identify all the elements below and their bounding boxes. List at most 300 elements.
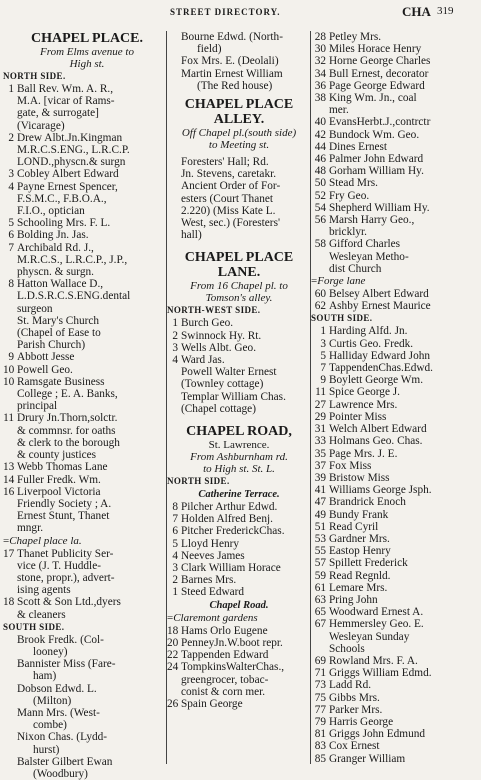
directory-entry [311, 679, 479, 691]
house-number: 38 [314, 92, 326, 105]
directory-entry [311, 55, 479, 67]
street-locality: St. Lawrence. [208, 439, 270, 452]
entry-continuation: hall) [181, 229, 202, 242]
entry-continuation: physcn. & surgn. [17, 266, 94, 279]
directory-entry [311, 43, 479, 55]
entry-continuation: Parish Church) [17, 339, 86, 352]
entry-continuation: & commnsr. for oaths [17, 424, 116, 437]
entry-continuation: (The Red house) [197, 79, 273, 92]
entry-continuation: (Vicarage) [17, 119, 65, 132]
entry-continuation: looney) [33, 645, 68, 658]
resident-name: Curtis Geo. Fredk. [329, 337, 414, 350]
entry-continuation: vice (J. T. Huddle- [17, 559, 101, 572]
house-number: 83 [314, 740, 326, 753]
resident-name: Ramsgate Business [17, 375, 105, 388]
directory-entry [311, 728, 479, 740]
directory-entry [311, 325, 479, 337]
directory-entry [167, 354, 311, 366]
resident-name: Spillett Frederick [329, 557, 408, 570]
resident-name: Fox Miss [329, 459, 372, 472]
street-heading: CHAPEL ROAD, [186, 424, 292, 440]
directory-entry [3, 132, 171, 144]
resident-name: Fuller Fredk. Wm. [17, 473, 101, 486]
house-number: 10 [3, 375, 15, 388]
directory-entry [167, 330, 311, 342]
house-number: 27 [314, 398, 326, 411]
resident-name: Powell Geo. [17, 363, 73, 376]
house-number: 67 [314, 618, 326, 631]
directory-entry [311, 484, 479, 496]
resident-name: Woodward Ernest A. [329, 606, 424, 619]
resident-name: Gibbs Mrs. [329, 691, 380, 704]
resident-name: TompkinsWalterChas., [181, 661, 285, 674]
street-extent: From Ashburnham rd. [190, 451, 288, 464]
section-code: CHA [402, 4, 431, 19]
directory-entry [311, 386, 479, 398]
house-number: 28 [314, 31, 326, 43]
resident-name: Hatton Wallace D., [17, 278, 104, 291]
resident-name: Bristow Miss [329, 471, 390, 484]
directory-entry [311, 31, 479, 43]
resident-name: Hams Orlo Eugene [181, 624, 268, 637]
entry-continuation: ising agents [17, 584, 71, 597]
house-number: 13 [3, 461, 15, 474]
resident-name: Wells Albt. Geo. [181, 341, 257, 354]
house-number: 53 [314, 532, 326, 545]
directory-entry [311, 496, 479, 508]
entry-continuation: M.R.C.S., L.R.C.P., J.P., [17, 253, 128, 266]
side-heading: SOUTH SIDE. [3, 621, 65, 632]
resident-name: Cobley Albert Edward [17, 168, 119, 181]
resident-name: Ward Jas. [181, 354, 225, 367]
house-number: 39 [314, 471, 326, 484]
directory-entry [3, 217, 171, 229]
house-number: 58 [314, 238, 326, 251]
directory-entry [3, 376, 171, 388]
street-extent: to High st. St. L. [203, 463, 275, 476]
directory-entry [167, 550, 311, 562]
directory-entry [311, 716, 479, 728]
house-number: 11 [315, 386, 326, 399]
house-number: 49 [314, 508, 326, 521]
house-number: 41 [314, 484, 326, 497]
house-number: 6 [8, 229, 14, 242]
street-heading: CHAPEL PLACE [184, 97, 294, 113]
house-number: 37 [314, 459, 326, 472]
entry-continuation: Jn. Stevens, caretakr. [181, 168, 277, 181]
page-header [0, 4, 481, 22]
directory-entry [167, 501, 311, 513]
entry-continuation: stone, propr.), advert- [17, 571, 115, 584]
directory-entry [311, 238, 479, 250]
resident-name: Bull Ernest, decorator [329, 67, 429, 80]
directory-entry [311, 68, 479, 80]
directory-entry [311, 338, 479, 350]
house-number: 50 [314, 177, 326, 190]
house-number: 81 [314, 728, 326, 741]
column-right [311, 31, 479, 766]
directory-entry [311, 704, 479, 716]
entry-continuation: & clerk to the borough [17, 436, 120, 449]
house-number: 8 [8, 278, 14, 291]
directory-entry [167, 637, 311, 649]
entry-continuation: dist Church [329, 262, 382, 275]
house-number: 44 [314, 140, 326, 153]
street-heading: ALLEY. [213, 112, 265, 128]
resident-name: Marsh Harry Geo., [329, 214, 415, 227]
house-number: 4 [172, 549, 178, 562]
house-number: 3 [320, 337, 326, 350]
directory-entry [311, 350, 479, 362]
entry-continuation: Mann Mrs. (West- [17, 706, 100, 719]
directory-entry [3, 168, 171, 180]
house-number: 1 [172, 586, 178, 599]
directory-entry [167, 342, 311, 354]
side-heading: NORTH SIDE. [167, 476, 230, 487]
resident-name: Pring John [329, 593, 378, 606]
street-extent: High st. [69, 58, 105, 70]
resident-name: Harding Alfd. Jn. [329, 325, 408, 338]
resident-name: Fry Geo. [329, 189, 370, 202]
house-number: 4 [8, 180, 14, 193]
resident-name: Swinnock Hy. Rt. [181, 329, 262, 342]
entry-continuation: (Chapel cottage) [181, 402, 256, 415]
resident-name: Gifford Charles [329, 238, 401, 251]
house-number: 5 [320, 349, 326, 362]
entry-continuation: mngr. [17, 522, 44, 535]
resident-name: Griggs John Edmund [329, 728, 426, 741]
entry-continuation: M.R.C.S.ENG., L.R.C.P. [17, 144, 130, 157]
entry-continuation: F.S.M.C., F.B.O.A., [17, 192, 107, 205]
resident-name: Cox Ernest [329, 740, 380, 753]
directory-entry [311, 472, 479, 484]
resident-name: Read Regnld. [329, 569, 391, 582]
house-number: 75 [314, 691, 326, 704]
entry-continuation: esters (Court Thanet [181, 192, 274, 205]
house-number: 9 [8, 351, 14, 364]
street-extent: Tomson's alley. [205, 292, 273, 305]
resident-name: Drew Albt.Jn.Kingman [17, 131, 123, 144]
house-number: 10 [3, 363, 15, 376]
resident-name: Scott & Son Ltd.,dyers [17, 596, 121, 609]
house-number: 32 [314, 55, 326, 68]
house-number: 6 [172, 525, 178, 538]
house-number: 11 [3, 412, 14, 425]
running-title: STREET DIRECTORY. [170, 7, 281, 17]
house-number: 36 [314, 79, 326, 92]
entry-continuation: LOND.,physcn.& surgn [17, 156, 126, 169]
resident-name: Belsey Albert Edward [329, 288, 429, 301]
directory-entry [311, 399, 479, 411]
entry-continuation: hurst) [33, 743, 60, 756]
house-number: 79 [314, 715, 326, 728]
house-number: 42 [314, 128, 326, 141]
house-number: 16 [3, 485, 15, 498]
house-number: 55 [314, 545, 326, 558]
directory-entry [311, 667, 479, 679]
entry-continuation: greengrocer, tobac- [181, 673, 269, 686]
entry-continuation: Foresters' Hall; Rd. [181, 156, 269, 169]
directory-entry [3, 486, 171, 498]
house-number: 31 [314, 423, 326, 436]
resident-name: Read Cyril [329, 520, 379, 533]
house-number: 2 [172, 329, 178, 342]
house-number: 60 [314, 288, 326, 301]
directory-entry [311, 202, 479, 214]
resident-name: Schooling Mrs. F. L. [17, 217, 111, 230]
house-number: 51 [314, 520, 326, 533]
directory-entry [311, 582, 479, 594]
resident-name: PenneyJn.W.boot repr. [181, 636, 283, 649]
resident-name: Granger William [329, 752, 406, 765]
resident-name: Abbott Jesse [17, 351, 75, 364]
directory-entry [3, 181, 171, 193]
resident-name: Parker Mrs. [329, 703, 383, 716]
house-number: 1 [8, 83, 14, 95]
resident-name: Boylett George Wm. [329, 374, 424, 387]
directory-entry [3, 83, 171, 95]
resident-name: Steed Edward [181, 586, 245, 599]
directory-entry [311, 165, 479, 177]
entry-continuation: (Milton) [33, 694, 72, 707]
house-number: 29 [314, 410, 326, 423]
directory-entry [167, 625, 311, 637]
entry-continuation: & cleaners [17, 608, 66, 621]
resident-name: Bundy Frank [329, 508, 389, 521]
directory-entry [167, 513, 311, 525]
resident-name: TappendenChas.Edwd. [329, 362, 433, 375]
resident-name: Harris George [329, 715, 394, 728]
resident-name: Page Mrs. J. E. [329, 447, 398, 460]
entry-continuation: combe) [33, 719, 67, 732]
resident-name: Welch Albert Edward [329, 423, 427, 436]
house-number: 7 [172, 513, 178, 526]
resident-name: Lawrence Mrs. [329, 398, 398, 411]
house-number: 3 [8, 168, 14, 181]
directory-entry [311, 448, 479, 460]
entry-continuation: Wesleyan Metho- [329, 250, 409, 263]
directory-entry [3, 596, 171, 608]
spacer [167, 415, 311, 424]
entry-continuation: (Townley cottage) [181, 378, 264, 391]
house-number: 34 [314, 67, 326, 80]
entry-continuation: Ernest Stunt, Thanet [17, 510, 110, 523]
terrace-heading: Chapel Road. [209, 599, 269, 611]
resident-name: Payne Ernest Spencer, [17, 180, 118, 193]
entry-continuation: Powell Walter Ernest [181, 366, 277, 379]
directory-entry [3, 364, 171, 376]
directory-entry [167, 698, 311, 710]
house-number: 1 [172, 317, 178, 330]
resident-name: Burch Geo. [181, 317, 234, 330]
house-number: 62 [314, 300, 326, 313]
entry-continuation: Balster Gilbert Ewan [17, 755, 113, 768]
entry-continuation: Friendly Society ; A. [17, 497, 112, 510]
directory-entry [311, 521, 479, 533]
directory-entry [311, 80, 479, 92]
house-number: 30 [314, 43, 326, 56]
house-number: 59 [314, 569, 326, 582]
directory-entry [311, 509, 479, 521]
side-heading: NORTH-WEST SIDE. [167, 305, 261, 316]
directory-entry [167, 538, 311, 550]
house-number: 63 [314, 593, 326, 606]
directory-entry [3, 461, 171, 473]
house-number: 9 [320, 374, 326, 387]
directory-entry [311, 288, 479, 300]
resident-name: Holmans Geo. Chas. [329, 435, 423, 448]
house-number: 26 [167, 697, 179, 710]
resident-name: Ball Rev. Wm. A. R., [17, 83, 114, 95]
house-number: 52 [314, 189, 326, 202]
directory-entry [3, 229, 171, 241]
directory-entry [311, 92, 479, 104]
resident-name: Lloyd Henry [181, 537, 240, 550]
resident-name: Shepherd William Hy. [329, 201, 430, 214]
street-heading: CHAPEL PLACE. [30, 31, 143, 46]
directory-entry [3, 278, 171, 290]
resident-name: Webb Thomas Lane [17, 461, 108, 474]
directory-entry [311, 129, 479, 141]
column-left [3, 31, 171, 780]
entry-continuation: F.I.O., optician [17, 205, 85, 218]
directory-entry [311, 300, 479, 312]
house-number: 73 [314, 679, 326, 692]
entry-continuation: mer. [329, 104, 349, 117]
entry-continuation: West, sec.) (Foresters' [181, 217, 281, 230]
house-number: 77 [314, 703, 326, 716]
entry-continuation: L.D.S.R.C.S.ENG.dental [17, 290, 131, 303]
entry-continuation: Martin Ernest William [181, 67, 283, 80]
resident-name: Hemmersley Geo. E. [329, 618, 424, 631]
house-number: 46 [314, 153, 326, 166]
house-number: 17 [3, 547, 15, 560]
house-number: 33 [314, 435, 326, 448]
resident-name: Eastop Henry [329, 545, 391, 558]
resident-name: Ashby Ernest Maurice [329, 300, 431, 313]
house-number: 40 [314, 116, 326, 129]
resident-name: Spice George J. [329, 386, 401, 399]
directory-entry [311, 190, 479, 202]
resident-name: King Wm. Jn., coal [329, 92, 417, 105]
cross-street: = Forge lane [311, 275, 479, 288]
house-number: 3 [172, 341, 178, 354]
street-extent: to Meeting st. [208, 139, 270, 152]
resident-name: Bolding Jn. Jas. [17, 229, 89, 242]
house-number: 61 [314, 581, 326, 594]
resident-name: Stead Mrs. [329, 177, 378, 190]
directory-entry [311, 545, 479, 557]
house-number: 35 [314, 447, 326, 460]
directory-entry [3, 548, 171, 560]
directory-entry [311, 141, 479, 153]
house-number: 54 [314, 201, 326, 214]
entry-continuation: Ancient Order of For- [181, 180, 281, 193]
directory-entry [311, 533, 479, 545]
directory-entry [167, 661, 311, 673]
directory-entry [311, 655, 479, 667]
resident-name: Gorham William Hy. [329, 165, 424, 178]
resident-name: Bundock Wm. Geo. [329, 128, 420, 141]
entry-continuation: 2.220) (Miss Kate L. [181, 204, 276, 217]
directory-entry [311, 374, 479, 386]
resident-name: Tappenden Edward [181, 649, 269, 662]
house-number: 7 [320, 362, 326, 375]
directory-entry [311, 460, 479, 472]
directory-entry [311, 423, 479, 435]
resident-name: Spain George [181, 697, 243, 710]
entry-continuation: bricklyr. [329, 226, 367, 239]
house-number: 2 [8, 131, 14, 144]
house-number: 8 [172, 501, 178, 514]
house-number: 85 [314, 752, 326, 765]
page-number: 319 [437, 5, 454, 17]
resident-name: Holden Alfred Benj. [181, 513, 273, 526]
resident-name: Griggs William Edmd. [329, 667, 432, 680]
resident-name: Drury Jn.Thorn,solctr. [17, 412, 118, 425]
entry-continuation: gate, & surrogate] [17, 107, 99, 120]
entry-continuation: field) [197, 43, 222, 56]
resident-name: Archibald Rd. J., [17, 241, 94, 254]
house-number: 14 [3, 473, 15, 486]
side-heading: SOUTH SIDE. [311, 313, 373, 324]
entry-continuation: principal [17, 400, 58, 413]
street-heading: CHAPEL PLACE [184, 250, 294, 266]
directory-entry [167, 525, 311, 537]
street-extent: From Elms avenue to [40, 46, 134, 58]
cross-street: = Claremont gardens [167, 612, 311, 625]
resident-name: Pilcher Arthur Edwd. [181, 501, 278, 514]
street-extent: Off Chapel pl.(south side) [181, 127, 297, 140]
entry-continuation: Templar William Chas. [181, 390, 286, 403]
resident-name: Ladd Rd. [329, 679, 372, 692]
directory-entry [3, 474, 171, 486]
resident-name: Palmer John Edward [329, 153, 424, 166]
directory-entry [311, 411, 479, 423]
resident-name: Dines Ernest [329, 140, 388, 153]
directory-entry [167, 649, 311, 661]
resident-name: Thanet Publicity Ser- [17, 547, 114, 560]
house-number: 4 [172, 354, 178, 367]
directory-entry [311, 606, 479, 618]
entry-continuation: ham) [33, 670, 57, 683]
entry-continuation: Dobson Edwd. L. [17, 682, 97, 695]
directory-entry [311, 753, 479, 765]
resident-name: Gardner Mrs. [329, 532, 390, 545]
house-number: 56 [314, 214, 326, 227]
house-number: 71 [314, 667, 326, 680]
directory-entry [311, 116, 479, 128]
entry-continuation: Brook Fredk. (Col- [17, 633, 104, 646]
entry-continuation: Bourne Edwd. (North- [181, 31, 283, 43]
entry-continuation: conist & corn mer. [181, 685, 266, 698]
house-number: 24 [167, 661, 179, 674]
house-number: 22 [167, 649, 179, 662]
resident-name: Horne George Charles [329, 55, 431, 68]
directory-entry [167, 562, 311, 574]
house-number: 20 [167, 636, 179, 649]
entry-continuation: Bannister Miss (Fare- [17, 658, 116, 671]
directory-entry [311, 594, 479, 606]
resident-name: Clark William Horace [181, 562, 281, 575]
entry-continuation: surgeon [17, 302, 53, 315]
side-heading: NORTH SIDE. [3, 71, 66, 81]
house-number: 65 [314, 606, 326, 619]
resident-name: Pitcher FrederickChas. [181, 525, 285, 538]
street-extent: From 16 Chapel pl. to [190, 280, 288, 293]
directory-entry [311, 177, 479, 189]
entry-continuation: & county justices [17, 449, 97, 462]
